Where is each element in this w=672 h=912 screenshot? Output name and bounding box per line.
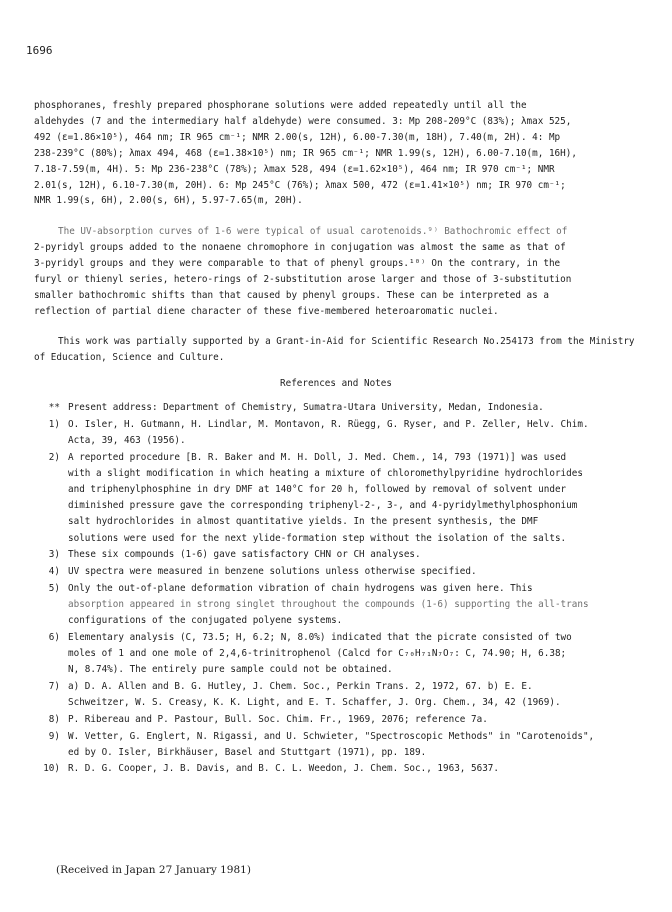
reference-line: Only the out-of-plane deformation vibration of chain hydrogens was given here. This — [68, 582, 533, 594]
reference-line: diminished pressure gave the corresponding triphenyl-2-, 3-, and 4-pyridylmethylphosphonium — [68, 500, 578, 512]
discussion-paragraph — [34, 224, 638, 319]
reference-number: 5) — [48, 582, 60, 594]
reference-line: salt hydrochlorides in almost quantitative yields. In the present synthesis, the DMF — [68, 516, 539, 528]
text-line: 492 (ε=1.86×10⁵), 464 nm; IR 965 cm⁻¹; NMR 2.00(s, 12H), 6.00-7.30(m, 18H), 7.40(m, 2H). 4: Mp — [34, 131, 561, 143]
reference-line: P. Ribereau and P. Pastour, Bull. Soc. Chim. Fr., 1969, 2076; reference 7a. — [68, 713, 488, 725]
reference-line: Elementary analysis (C, 73.5; H, 6.2; N, 8.0%) indicated that the picrate consisted of two — [68, 631, 572, 643]
reference-item — [34, 564, 638, 580]
reference-number: 6) — [48, 631, 60, 643]
text-line: NMR 1.99(s, 6H), 2.00(s, 6H), 5.97-7.65(m, 20H). — [34, 195, 303, 207]
reference-number: ** — [48, 402, 60, 413]
reference-line: absorption appeared in strong singlet throughout the compounds (1-6) supporting the all-trans — [68, 598, 589, 610]
text-line: 2-pyridyl groups added to the nonaene chromophore in conjugation was almost the same as that of — [34, 241, 566, 253]
reference-text — [68, 450, 638, 547]
text-line: furyl or thienyl series, hetero-rings of 2-substitution arose larger and those of 3-substitution — [34, 273, 572, 285]
reference-text — [68, 417, 638, 449]
reference-line: with a slight modification in which heating a mixture of chloromethylpyridine hydrochlorides — [68, 467, 583, 479]
reference-number: 1) — [48, 418, 60, 430]
page-number: 1696 — [26, 44, 53, 57]
reference-line: and triphenylphosphine in dry DMF at 140°C for 20 h, followed by removal of solvent under — [68, 484, 567, 496]
reference-number: 4) — [48, 566, 60, 578]
reference-line: UV spectra were measured in benzene solutions unless otherwise specified. — [68, 566, 477, 578]
reference-text — [68, 729, 638, 761]
reference-text — [68, 630, 638, 679]
reference-text — [68, 679, 638, 711]
reference-text — [68, 761, 638, 777]
reference-line: Present address: Department of Chemistry, Sumatra-Utara University, Medan, Indonesia. — [68, 402, 544, 413]
reference-line: O. Isler, H. Gutmann, H. Lindlar, M. Montavon, R. Rüegg, G. Ryser, and P. Zeller, Helv. Chim. — [68, 418, 589, 430]
reference-number: 3) — [48, 549, 60, 561]
reference-line: R. D. G. Cooper, J. B. Davis, and B. C. L. Weedon, J. Chem. Soc., 1963, 5637. — [68, 763, 499, 775]
reference-number: 10) — [43, 763, 60, 775]
reference-line: moles of 1 and one mole of 2,4,6-trinitrophenol (Calcd for C₇₀H₇₁N₇O₇: C, 74.90; H, 6.38; — [68, 648, 567, 660]
references-heading: References and Notes — [280, 378, 392, 389]
text-line: 238-239°C (80%); λmax 494, 468 (ε=1.38×10⁵) nm; IR 965 cm⁻¹; NMR 1.99(s, 12H), 6.00-7.10(m, 16H), — [34, 147, 577, 159]
text-line: reflection of partial diene character of these five-membered heteroaromatic nuclei. — [34, 305, 499, 317]
reference-text — [68, 564, 638, 580]
text-line: The UV-absorption curves of 1-6 were typical of usual carotenoids.⁹⁾ Bathochromic effect of — [58, 226, 568, 237]
reference-item — [34, 761, 638, 777]
reference-list — [34, 400, 638, 778]
text-line: aldehydes (7 and the intermediary half aldehyde) were consumed. 3: Mp 208-209°C (83%); λmax 525, — [34, 115, 572, 127]
reference-item — [34, 581, 638, 630]
reference-text — [68, 547, 638, 563]
text-line: smaller bathochromic shifts than that caused by phenyl groups. These can be interpreted as a — [34, 289, 549, 301]
acknowledgement-paragraph: This work was partially supported by a Grant-in-Aid for Scientific Research No.254173 from the Ministry of Education, Science and Culture. — [34, 336, 635, 363]
reference-item — [34, 630, 638, 679]
text-line: 3-pyridyl groups and they were comparable to that of phenyl groups.¹⁰⁾ On the contrary, in the — [34, 257, 561, 269]
reference-line: ed by O. Isler, Birkhäuser, Basel and Stuttgart (1971), pp. 189. — [68, 746, 427, 758]
text-line: 7.18-7.59(m, 4H). 5: Mp 236-238°C (78%); λmax 528, 494 (ε=1.62×10⁵), 464 nm; IR 970 cm⁻¹; NMR — [34, 163, 555, 175]
reference-number: 2) — [48, 451, 60, 463]
reference-line: N, 8.74%). The entirely pure sample could not be obtained. — [68, 664, 393, 676]
reference-line: Acta, 39, 463 (1956). — [68, 434, 186, 446]
reference-number: 7) — [48, 680, 60, 692]
text-line: 2.01(s, 12H), 6.10-7.30(m, 20H). 6: Mp 245°C (76%); λmax 500, 472 (ε=1.41×10⁵) nm; IR 970 cm⁻¹; — [34, 179, 566, 191]
reference-line: W. Vetter, G. Englert, N. Rigassi, and U. Schwieter, "Spectroscopic Methods" in "Carotenoids", — [68, 730, 595, 742]
reference-number: 8) — [48, 713, 60, 725]
reference-number: 9) — [48, 730, 60, 742]
reference-item — [34, 547, 638, 563]
reference-line: A reported procedure [B. R. Baker and M. H. Doll, J. Med. Chem., 14, 793 (1971)] was used — [68, 451, 567, 463]
received-date: (Received in Japan 27 January 1981) — [56, 864, 251, 876]
reference-item — [34, 417, 638, 449]
reference-item — [34, 712, 638, 728]
experimental-paragraph — [34, 98, 638, 209]
reference-text — [68, 400, 638, 416]
reference-line: These six compounds (1-6) gave satisfactory CHN or CH analyses. — [68, 549, 421, 561]
reference-item — [34, 400, 638, 416]
reference-item — [34, 729, 638, 761]
reference-text — [68, 712, 638, 728]
text-line: phosphoranes, freshly prepared phosphorane solutions were added repeatedly until all the — [34, 100, 527, 111]
reference-line: Schweitzer, W. S. Creasy, K. K. Light, and E. T. Schaffer, J. Org. Chem., 34, 42 (1969). — [68, 697, 561, 709]
reference-line: a) D. A. Allen and B. G. Hutley, J. Chem. Soc., Perkin Trans. 2, 1972, 67. b) E. E. — [68, 680, 533, 692]
reference-item — [34, 450, 638, 547]
reference-line: configurations of the conjugated polyene systems. — [68, 615, 343, 627]
reference-item — [34, 679, 638, 711]
reference-line: solutions were used for the next ylide-formation step without the isolation of the salts. — [68, 532, 567, 544]
reference-text — [68, 581, 638, 630]
